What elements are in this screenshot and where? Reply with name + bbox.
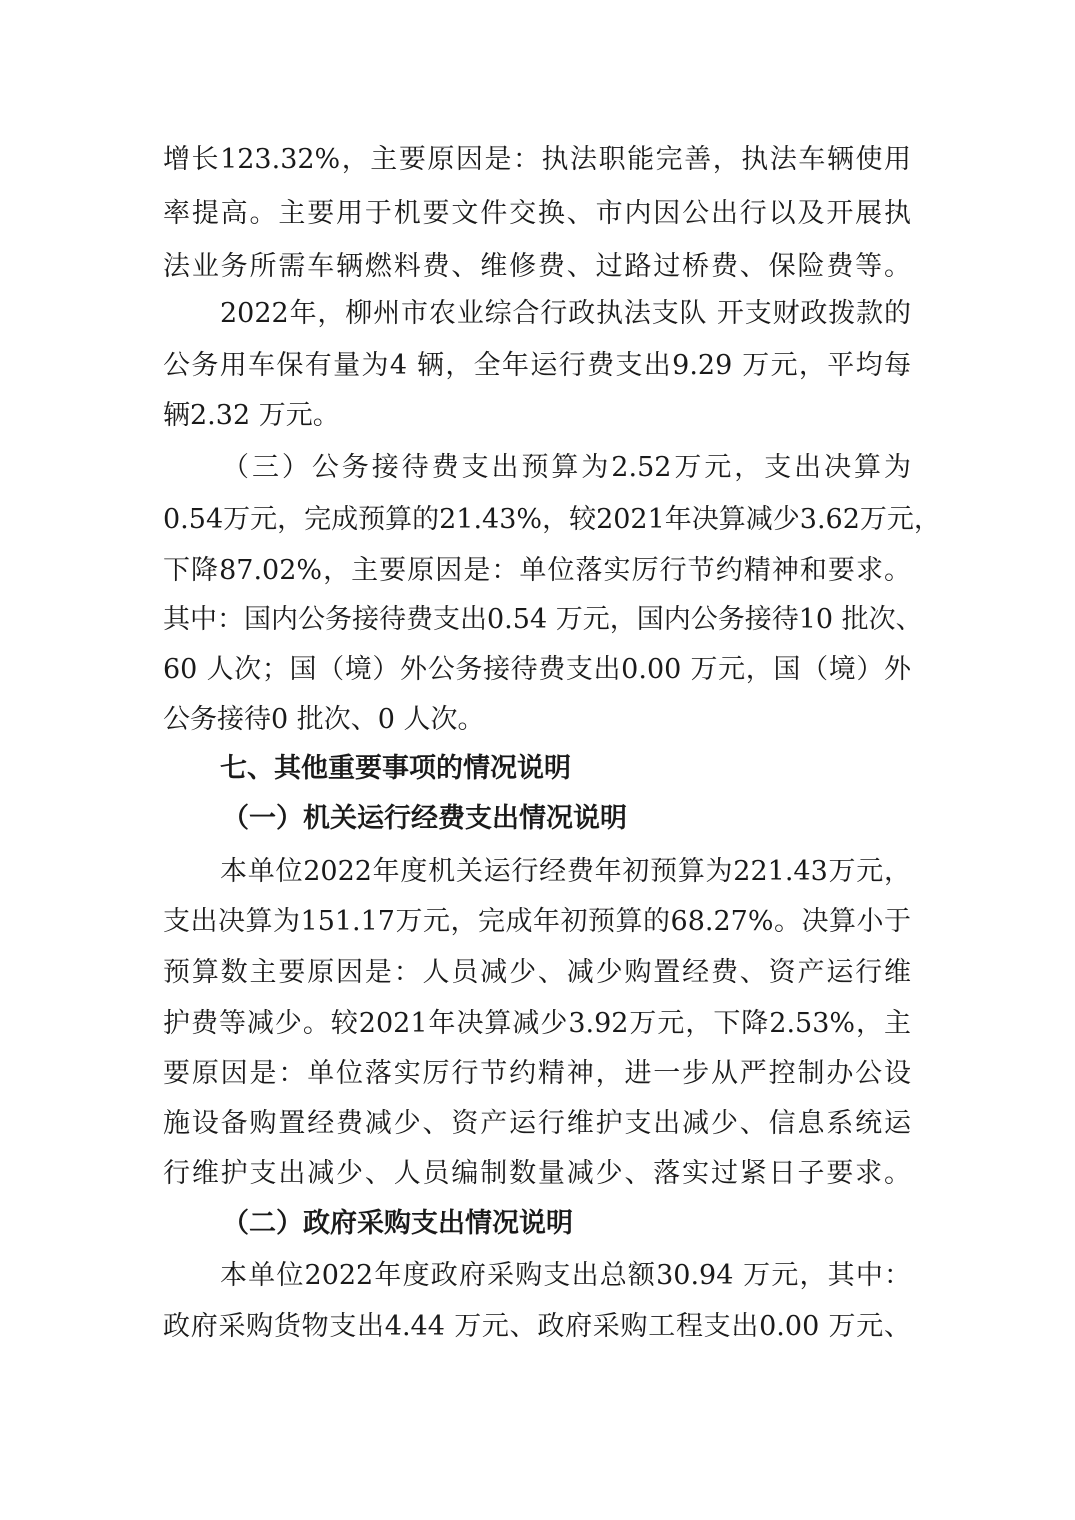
paragraph-line: 下降87.02%，主要原因是：单位落实厉行节约精神和要求。 bbox=[163, 555, 911, 586]
paragraph-line: （三）公务接待费支出预算为2.52万元，支出决算为 bbox=[222, 452, 911, 483]
subsection-heading: （二）政府采购支出情况说明 bbox=[222, 1208, 573, 1239]
paragraph-line: 要原因是：单位落实厉行节约精神，进一步从严控制办公设 bbox=[163, 1058, 911, 1089]
paragraph-line: 0.54万元，完成预算的21.43%，较2021年决算减少3.62万元， bbox=[163, 504, 941, 535]
paragraph-line: 2022年，柳州市农业综合行政执法支队 开支财政拨款的 bbox=[220, 298, 911, 329]
paragraph-line: 政府采购货物支出4.44 万元、政府采购工程支出0.00 万元、 bbox=[163, 1311, 911, 1342]
paragraph-line: 施设备购置经费减少、资产运行维护支出减少、信息系统运 bbox=[163, 1108, 911, 1139]
paragraph-line: 行维护支出减少、人员编制数量减少、落实过紧日子要求。 bbox=[163, 1158, 911, 1189]
paragraph-line: 公务接待0 批次、0 人次。 bbox=[163, 704, 485, 735]
paragraph-line: 增长123.32%，主要原因是：执法职能完善，执法车辆使用 bbox=[163, 144, 911, 175]
paragraph-line: 其中：国内公务接待费支出0.54 万元，国内公务接待10 批次、 bbox=[163, 604, 923, 635]
paragraph-line: 本单位2022年度机关运行经费年初预算为221.43万元， bbox=[220, 856, 911, 887]
paragraph-line: 60 人次；国（境）外公务接待费支出0.00 万元，国（境）外 bbox=[163, 654, 911, 685]
paragraph-line: 辆2.32 万元。 bbox=[163, 400, 340, 431]
paragraph-line: 护费等减少。较2021年决算减少3.92万元，下降2.53%，主 bbox=[163, 1008, 911, 1039]
subsection-heading: （一）机关运行经费支出情况说明 bbox=[222, 803, 627, 834]
paragraph-line: 公务用车保有量为4 辆，全年运行费支出9.29 万元，平均每 bbox=[163, 350, 911, 381]
paragraph-line: 法业务所需车辆燃料费、维修费、过路过桥费、保险费等。 bbox=[163, 251, 911, 282]
section-heading: 七、其他重要事项的情况说明 bbox=[220, 753, 571, 784]
paragraph-line: 率提高。主要用于机要文件交换、市内因公出行以及开展执 bbox=[163, 198, 911, 229]
paragraph-line: 本单位2022年度政府采购支出总额30.94 万元，其中： bbox=[220, 1260, 911, 1291]
paragraph-line: 支出决算为151.17万元，完成年初预算的68.27%。决算小于 bbox=[163, 906, 911, 937]
paragraph-line: 预算数主要原因是：人员减少、减少购置经费、资产运行维 bbox=[163, 957, 911, 988]
